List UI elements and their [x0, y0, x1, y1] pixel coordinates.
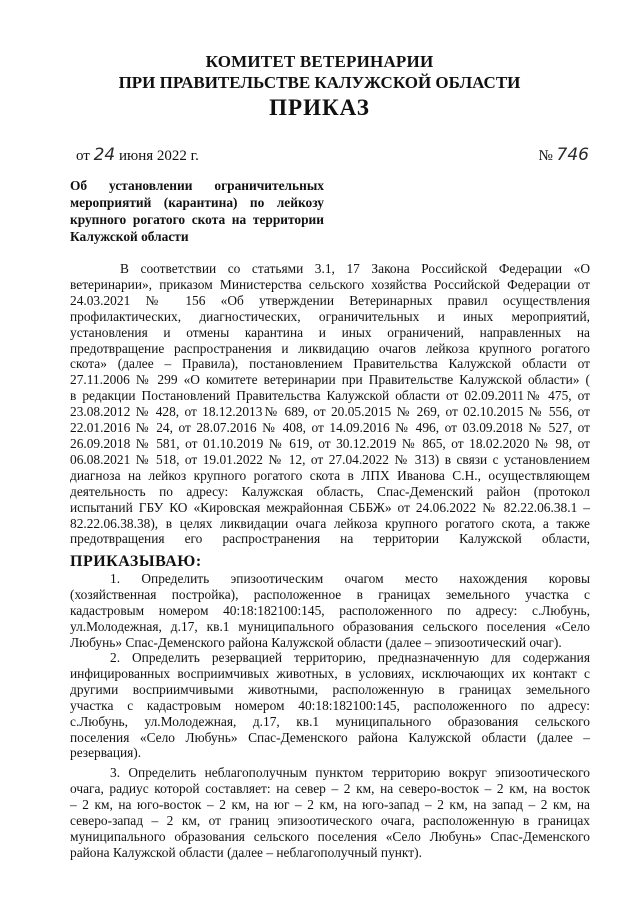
text-line: 1. Определить эпизоотическим очагом место нахождения коровы: [110, 571, 590, 586]
order-heading: ПРИКАЗЫВАЮ:: [70, 553, 202, 570]
text-line: кадастровым номером 40:18:182100:145, расположенного по адресу: с.Любунь,: [70, 602, 590, 618]
text-line: ул.Молодежная, д.17, кв.1 муниципального образования сельского поселения «Село: [70, 618, 590, 634]
date-rest: июня 2022 г.: [119, 148, 199, 164]
text-line: предотвращения его распространения на территории Калужской области,: [70, 531, 590, 547]
preamble-paragraph: [70, 261, 590, 547]
date-line: [76, 145, 199, 165]
item-2-paragraph: [70, 650, 590, 761]
text-line: Любунь» Спас-Деменского района Калужской области (далее – эпизоотический очаг).: [70, 634, 562, 650]
text-line: (хозяйственная постройка), расположенное в границах земельного участка с: [70, 586, 590, 602]
text-line: диагноза на лейкоз крупного рогатого скота в ЛПХ Иванова С.Н., осуществляющем: [70, 467, 590, 483]
text-line: ветеринарии», приказом Министерства сельского хозяйства Российской Федерации от: [70, 276, 590, 292]
subject-line: мероприятий (карантина) по лейкозу: [70, 195, 324, 210]
header-government: ПРИ ПРАВИТЕЛЬСТВЕ КАЛУЖСКОЙ ОБЛАСТИ: [118, 73, 521, 92]
text-line: предотвращение распространения и ликвидацию очагов лейкоза крупного рогатого: [70, 340, 590, 356]
text-line: 23.08.2012 № 428, от 18.12.2013№ 689, от 20.05.2015 № 269, от 02.10.2015 № 556, от: [70, 404, 590, 420]
text-line: 24.03.2021 № 156 «Об утверждении Ветеринарных правил осуществления: [70, 292, 590, 308]
subject-line: крупного рогатого скота на территории: [70, 212, 324, 227]
number-prefix: №: [538, 148, 553, 164]
number-value-handwritten: 746: [556, 145, 589, 165]
text-line: резервация).: [70, 745, 142, 761]
text-line: 22.01.2016 № 24, от 28.07.2016 № 408, от 14.09.2016 № 496, от 03.09.2018 № 527, от: [70, 420, 590, 436]
text-line: в редакции Постановлений Правительства Калужской области от 02.09.2011№ 475, от: [70, 388, 590, 404]
number-line: [538, 145, 589, 165]
text-line: 26.09.2018 № 581, от 01.10.2019 № 619, от 30.12.2019 № 865, от 18.02.2020 № 98, от: [70, 435, 590, 451]
text-line: профилактических, диагностических, ограничительных и иных мероприятий,: [70, 308, 590, 324]
text-line: 27.11.2006 № 299 «О комитете ветеринарии при Правительстве Калужской области» (: [70, 372, 590, 388]
text-line: 06.08.2021 № 518, от 19.01.2022 № 12, от 27.04.2022 № 313) в связи с установлением: [70, 451, 590, 467]
text-line: инфицированных восприимчивых животных, в условиях, исключающих их контакт с: [70, 665, 590, 681]
text-line: В соответствии со статьями 3.1, 17 Закона Российской Федерации «О: [120, 261, 590, 276]
text-line: поселения «Село Любунь» Спас-Деменского района Калужской области (далее –: [70, 729, 590, 745]
text-line: 2. Определить резервацией территорию, предназначенную для содержания: [110, 650, 590, 665]
text-line: участка с кадастровым номером 40:18:182100:145, расположенного по адресу:: [70, 697, 590, 713]
subject-line: Калужской области: [70, 229, 189, 244]
text-line: 82.22.06.38.38), в целях ликвидации очага лейкоза крупного рогатого скота, а также: [70, 515, 590, 531]
text-line: района Калужской области (далее – неблагополучный пункт).: [70, 844, 422, 860]
document-title: ПРИКАЗ: [269, 95, 370, 120]
text-line: другими восприимчивыми животными, расположенную в границах земельного: [70, 681, 590, 697]
text-line: муниципального образования сельского поселения «Село Любунь» Спас-Деменского: [70, 828, 590, 844]
item-3-paragraph: [70, 765, 590, 860]
date-prefix: от: [76, 148, 90, 164]
text-line: очага, радиус которой составляет: на север – 2 км, на северо-восток – 2 км, на восток: [70, 780, 590, 796]
subject-block: [70, 177, 324, 245]
date-day-handwritten: 24: [93, 145, 116, 165]
text-line: – 2 км, на юго-восток – 2 км, на юг – 2 км, на юго-запад – 2 км, на запад – 2 км, на: [70, 796, 590, 812]
text-line: северо-запад – 2 км, от границ эпизоотического очага, расположенную в границах: [70, 812, 590, 828]
header-committee: КОМИТЕТ ВЕТЕРИНАРИИ: [205, 52, 434, 71]
text-line: установления и отмены карантина и иных ограничений, направленных на: [70, 324, 590, 340]
text-line: скота» (далее – Правила), постановлением Правительства Калужской области от: [70, 356, 590, 372]
text-line: испытаний ГБУ КО «Кировская межрайонная СББЖ» от 24.06.2022 № 82.22.06.38.1 –: [70, 499, 590, 515]
item-1-paragraph: [70, 571, 590, 651]
text-line: 3. Определить неблагополучным пунктом территорию вокруг эпизоотического: [110, 765, 590, 780]
text-line: с.Любунь, ул.Молодежная, д.17, кв.1 муниципального образования сельского: [70, 713, 590, 729]
subject-line: Об установлении ограничительных: [70, 178, 324, 193]
text-line: деятельность по адресу: Калужская область, Спас-Деменский район (протокол: [70, 483, 590, 499]
